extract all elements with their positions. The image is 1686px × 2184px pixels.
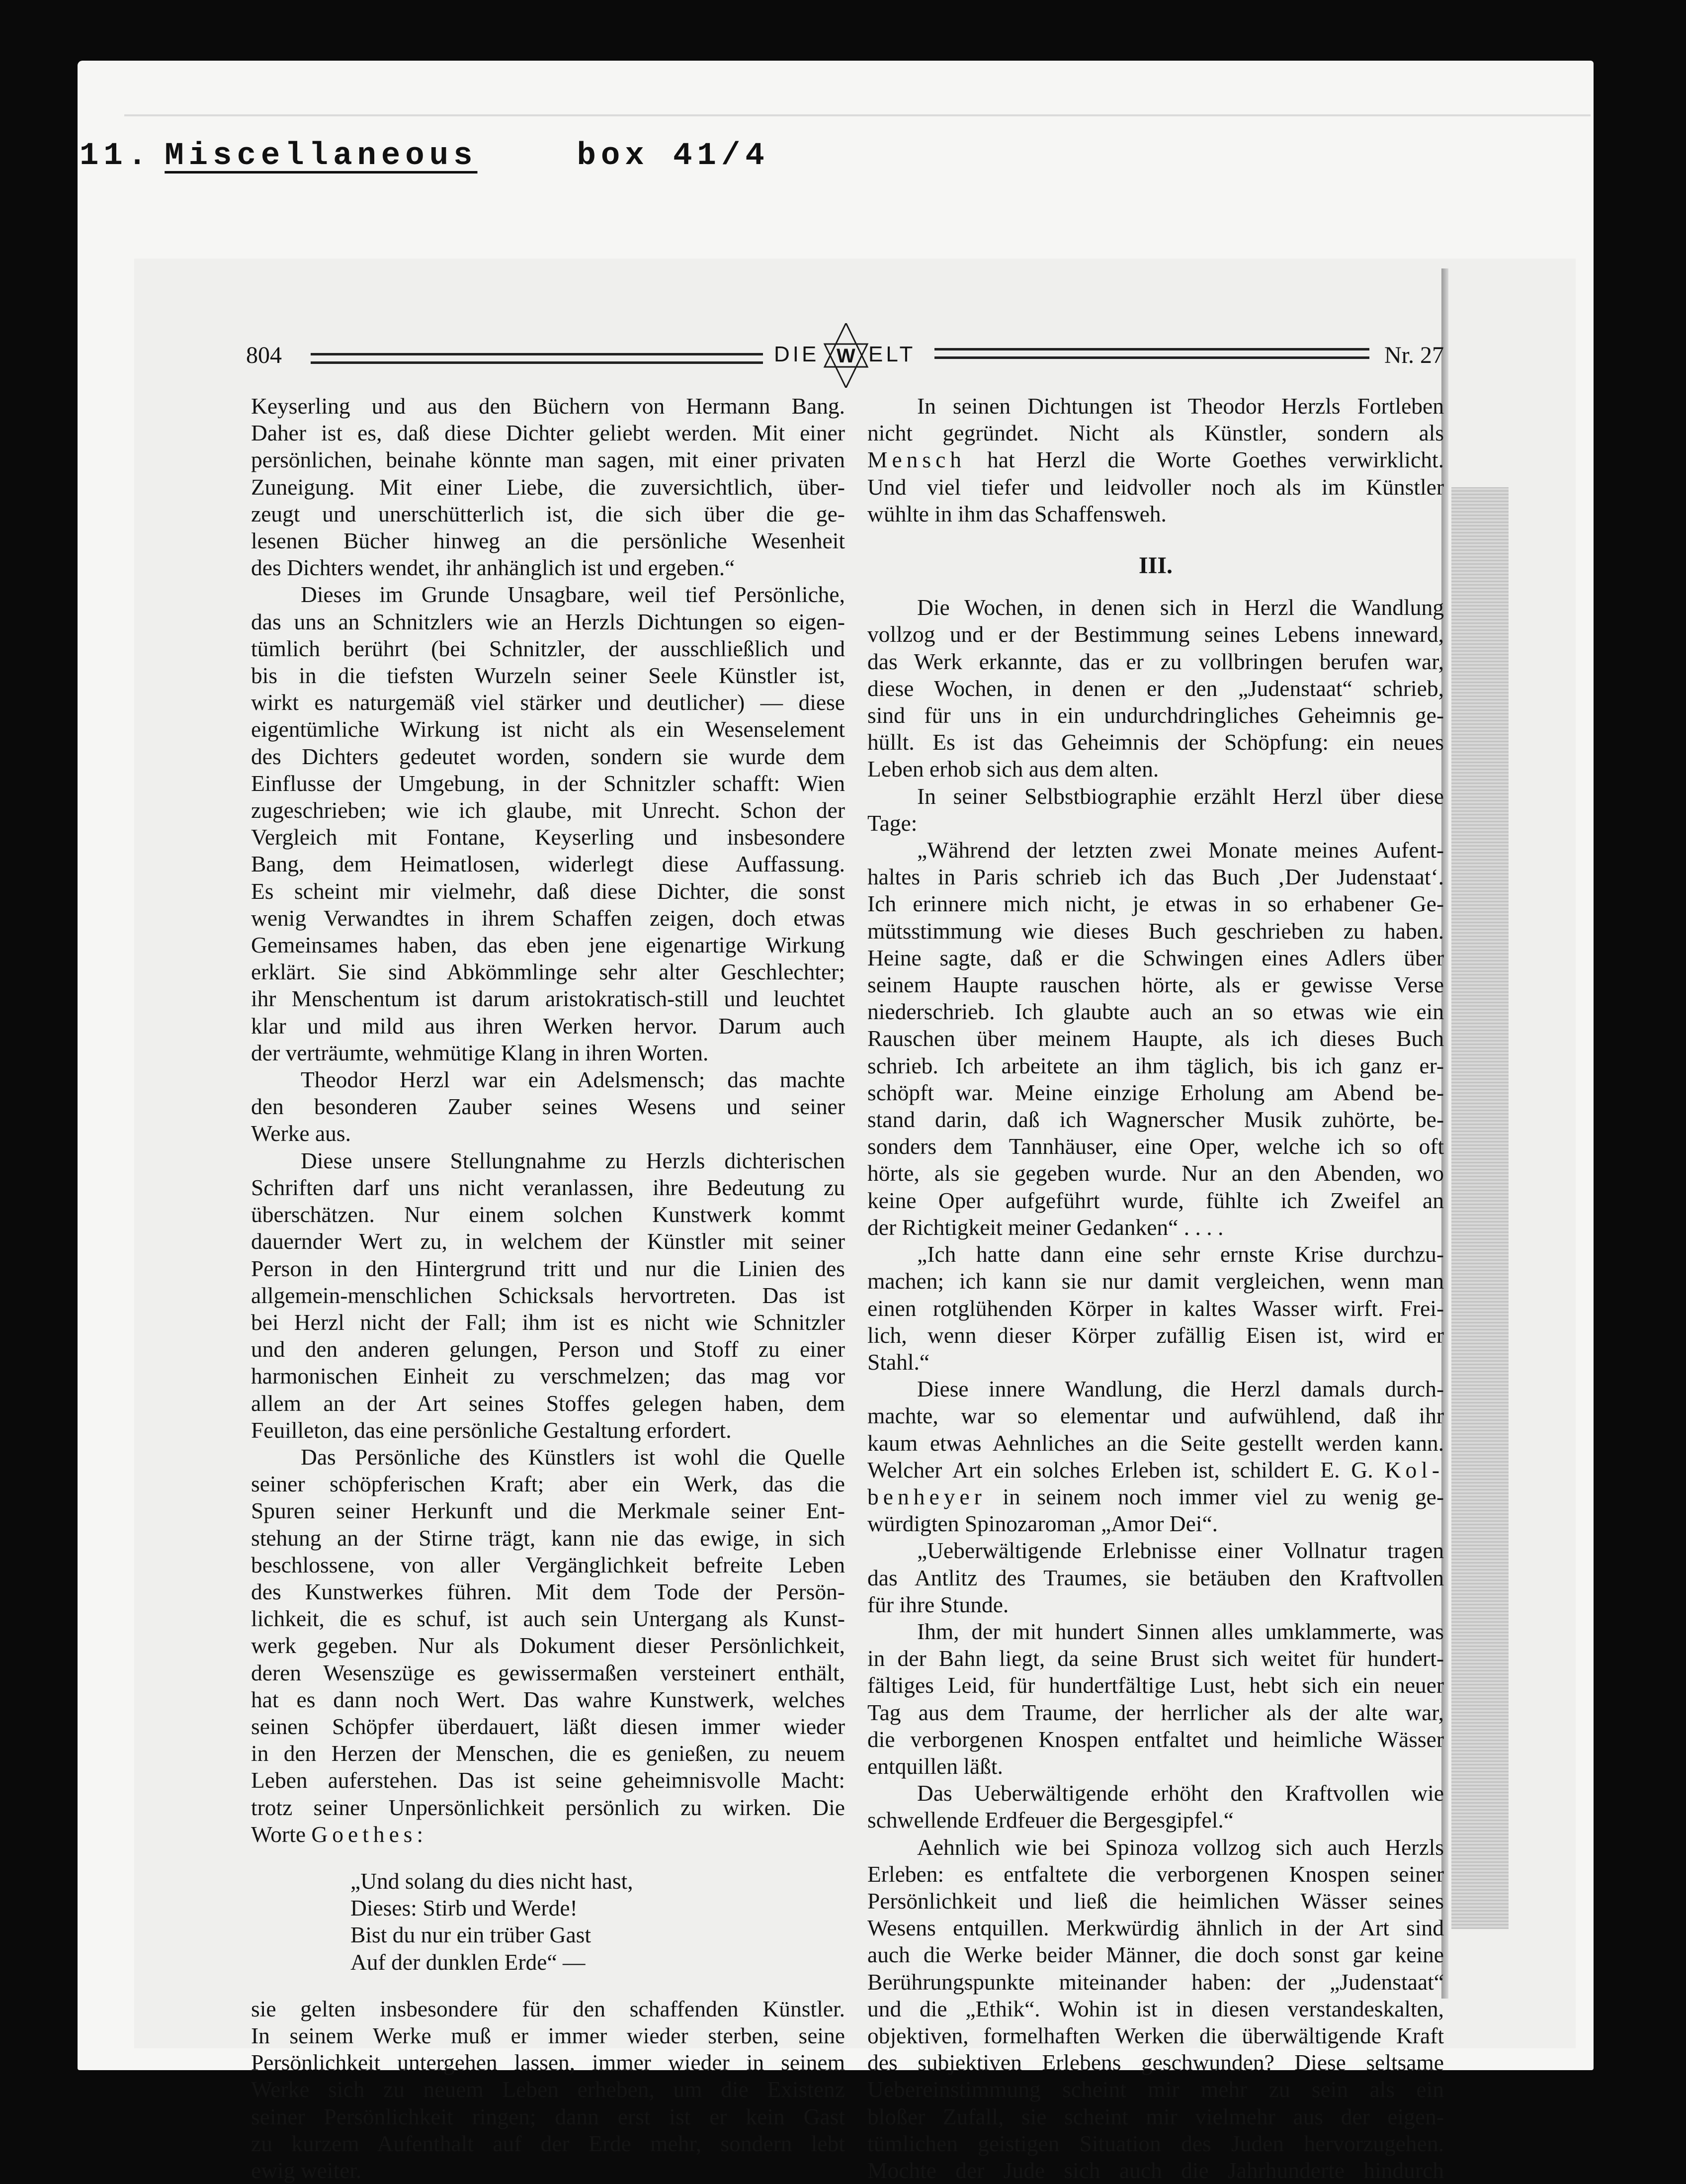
text: Welcher Art ein solches Erleben ist, schildert E. G.: [867, 1457, 1385, 1483]
text-line: seinem Haupte rauschen hörte, als er gewisse Verse: [867, 972, 1444, 998]
text-line: Daher ist es, daß diese Dichter geliebt werden. Mit einer: [251, 420, 845, 446]
text-line: sie gelten insbesondere für den schaffenden Künstler.: [251, 1996, 845, 2021]
paragraph: [251, 1996, 845, 2184]
paragraph: [867, 393, 1444, 446]
text-line: Diese unsere Stellungnahme zu Herzls dichterischen: [301, 1147, 845, 1173]
paragraph-continued: [867, 446, 1444, 473]
verse-line: Dieses: Stirb und Werde!: [350, 1895, 578, 1921]
newspaper-title: [774, 323, 928, 388]
text-line: zugeschrieben; wie ich glaube, mit Unrecht. Schon der: [251, 797, 845, 823]
text-line: wenig Verwandtes in ihrem Schaffen zeigen, doch etwas: [251, 905, 845, 931]
text-line: schwellende Erdfeuer die Bergesgipfel.“: [867, 1807, 1234, 1833]
text-line: Die Wochen, in denen sich in Herzl die Wandlung: [917, 595, 1444, 620]
text-line: stand darin, daß ich Wagnerscher Musik zuhörte, be-: [867, 1107, 1444, 1133]
text-line: allgemein-menschlichen Schicksals hervortreten. Das ist: [251, 1282, 845, 1308]
text-line: Aehnlich wie bei Spinoza vollzog sich auch Herzls: [917, 1834, 1444, 1860]
text-line: [867, 446, 1444, 473]
masthead-double-rule-left: [311, 353, 763, 364]
text-line: seiner Persönlichkeit ringen; dann erst ist er kein Gast: [251, 2103, 845, 2129]
text-line: des subjektiven Erlebens geschwunden? Diese seltsame: [867, 2050, 1444, 2076]
text-line: Das Persönliche des Künstlers ist wohl die Quelle: [301, 1444, 845, 1470]
text-line: Werke sich zu neuem Leben erheben, um die Existenz: [251, 2077, 845, 2102]
text-line: erklärt. Sie sind Abkömmlinge sehr alter Geschlechter;: [251, 959, 845, 985]
text-line: lichkeit, die es schuf, ist auch sein Untergang als Kunst-: [251, 1606, 845, 1632]
text-line: „Während der letzten zwei Monate meines Aufent-: [917, 837, 1444, 863]
text-line: trotz seiner Unpersönlichkeit persönlich zu wirken. Die: [251, 1794, 845, 1820]
text-line: diese Wochen, in denen er den „Judenstaat“ schrieb,: [867, 675, 1444, 701]
text-line: das Antlitz des Traumes, sie betäuben den Kraftvollen: [867, 1565, 1444, 1590]
text-line: Leben auferstehen. Das ist seine geheimnisvolle Macht:: [251, 1767, 845, 1793]
text-line: und die „Ethik“. Wohin ist in diesen verstandeskalten,: [867, 1996, 1444, 2021]
text-line: Rauschen über meinem Haupte, als ich dieses Buch: [867, 1026, 1444, 1051]
verse-line: Auf der dunklen Erde“ —: [350, 1949, 586, 1975]
text-line: lesenen Bücher hinweg an die persönliche Wesenheit: [251, 528, 845, 554]
text-line: bei Herzl nicht der Fall; ihm ist es nicht wie Schnitzler: [251, 1309, 845, 1335]
text-line: [251, 1821, 845, 1848]
text-line: überschätzen. Nur einem solchen Kunstwerk kommt: [251, 1202, 845, 1227]
masthead-double-rule-right: [934, 348, 1369, 359]
text-line: persönlichen, beinahe könnte man sagen, mit einer privaten: [251, 447, 845, 473]
text-line: dauernder Wert zu, in welchem der Künstler mit seiner: [251, 1228, 845, 1254]
text-line: sind für uns in ein undurchdringliches Geheimnis ge-: [867, 702, 1444, 728]
text-line: „Ueberwältigende Erlebnisse einer Vollnatur tragen: [917, 1538, 1444, 1564]
text-line: Zuneigung. Mit einer Liebe, die zuversichtlich, über-: [251, 474, 845, 500]
paragraph: [867, 1376, 1444, 1457]
quote-paragraph: [867, 837, 1444, 1241]
text-line: entquillen läßt.: [867, 1753, 1003, 1779]
text-line: seinen Schöpfer überdauert, läßt diesen immer wieder: [251, 1713, 845, 1739]
text-line: beschlossene, von aller Vergänglichkeit befreite Leben: [251, 1552, 845, 1577]
text-line: machen; ich kann sie nur damit vergleichen, wenn man: [867, 1268, 1444, 1294]
text-line: tümlichen geistigen Situation des Juden hervorzugehen.: [867, 2130, 1444, 2156]
text-line: objektiven, formelhaften Werken die überwältigende Kraft: [867, 2022, 1444, 2048]
text-line: Erleben: es entfaltete die verborgenen Knospen seiner: [867, 1861, 1444, 1887]
text-line: den besonderen Zauber seines Wesens und seiner: [251, 1094, 845, 1120]
text-line: machte, war so elementar und aufwühlend, daß ihr: [867, 1403, 1444, 1429]
text: in seinem noch immer viel zu wenig ge-: [986, 1484, 1444, 1509]
text-line: schrieb. Ich arbeitete an ihm täglich, bis ich ganz er-: [867, 1052, 1444, 1078]
text-line: Bang, dem Heimatlosen, widerlegt diese Auffassung.: [251, 851, 845, 877]
paragraph-tail: [251, 1821, 845, 1848]
author-name: benheyer: [867, 1484, 986, 1509]
paragraph-continued: [867, 1457, 1444, 1538]
faint-divider: [124, 114, 1591, 116]
text-line: kaum etwas Aehnliches an die Seite gestellt werden kann.: [867, 1430, 1444, 1456]
text-line: wühlte in ihm das Schaffensweh.: [867, 501, 1167, 526]
text-line: mütsstimmung wie dieses Buch geschrieben zu haben.: [867, 918, 1444, 944]
goethe-verse: [350, 1868, 845, 1976]
text-line: Ich erinnere mich nicht, je etwas in so erhabener Ge-: [867, 891, 1444, 917]
page-number: 804: [246, 342, 282, 368]
text-line: Leben erhob sich aus dem alten.: [867, 756, 1159, 782]
paragraph: [867, 1618, 1444, 1780]
text-line: Einflusse der Umgebung, in der Schnitzler schafft: Wien: [251, 770, 845, 796]
text-line: würdigten Spinozaroman „Amor Dei“.: [867, 1511, 1218, 1537]
paragraph: [251, 581, 845, 1066]
paragraph: [867, 1834, 1444, 2184]
text-line: Persönlichkeit und ließ die heimlichen Wässer seines: [867, 1888, 1444, 1914]
right-column: [867, 393, 1444, 2184]
text-line: und den anderen gelungen, Person und Stoff zu einer: [251, 1336, 845, 1362]
text-line: des Dichters gedeutet worden, sondern sie wurde dem: [251, 743, 845, 769]
text-line: Person in den Hintergrund tritt und nur die Linien des: [251, 1255, 845, 1281]
text-line: vollzog und er der Bestimmung seines Lebens inneward,: [867, 621, 1444, 647]
text-line: Wesens entquillen. Merkwürdig ähnlich in der Art sind: [867, 1915, 1444, 1941]
archive-box: box 41/4: [577, 138, 769, 174]
paragraph: [251, 1066, 845, 1147]
text-line: Tage:: [867, 810, 918, 836]
archive-label: [80, 138, 769, 183]
paragraph: [251, 1444, 845, 1821]
text-line: In seiner Selbstbiographie erzählt Herzl über diese: [917, 783, 1444, 809]
text-line: schöpft war. Meine einzige Erholung am Abend be-: [867, 1079, 1444, 1105]
text-line: Mochte der Jude sich auch die Jahrhunderte hindurch: [867, 2158, 1444, 2183]
spaced-word: Mensch: [867, 447, 966, 473]
spaced-name: Goethes: [311, 1821, 417, 1847]
text-line: der verträumte, wehmütige Klang in ihren Worten.: [251, 1040, 709, 1065]
text-line: stehung an der Stirne trägt, kann nie das ewige, in sich: [251, 1525, 845, 1551]
text-line: Spuren seiner Herkunft und die Merkmale seiner Ent-: [251, 1498, 845, 1524]
quote-paragraph: [867, 1537, 1444, 1618]
text-line: klar und mild aus ihren Werken hervor. Darum auch: [251, 1013, 845, 1039]
text-line: für ihre Stunde.: [867, 1591, 1009, 1617]
text-line: Ihm, der mit hundert Sinnen alles umklammerte, was: [917, 1618, 1444, 1644]
text-line: deren Wesenszüge es gewissermaßen versteinert enthält,: [251, 1660, 845, 1685]
masthead: [246, 338, 1444, 373]
text-line: Feuilleton, das eine persönliche Gestaltung erfordert.: [251, 1417, 732, 1443]
text-line: werk gegeben. Nur als Dokument dieser Persönlichkeit,: [251, 1633, 845, 1659]
text-line: ewig weiter.: [251, 2158, 362, 2183]
text-line: seiner schöpferischen Kraft; aber ein Werk, das die: [251, 1471, 845, 1497]
title-die: DIE: [774, 342, 820, 366]
text-line: Dieses im Grunde Unsagbare, weil tief Persönliche,: [301, 582, 845, 608]
text-line: der Richtigkeit meiner Gedanken“ . . . .: [867, 1214, 1224, 1240]
text-line: Werke aus.: [251, 1121, 351, 1146]
paragraph-continued: [867, 474, 1444, 527]
archive-category: Miscellaneous: [165, 138, 478, 174]
text-line: bis in die tiefsten Wurzeln seiner Seele Künstler ist,: [251, 663, 845, 689]
text-line: die verborgenen Knospen entfaltet und heimliche Wässer: [867, 1726, 1444, 1752]
title-elt: ELT: [868, 342, 916, 366]
paragraph: [251, 1147, 845, 1444]
text-line: Uebereinstimmung scheint mir mehr zu sein als ein: [867, 2077, 1444, 2102]
text: hat Herzl die Worte Goethes verwirklicht.: [966, 447, 1444, 473]
text-line: des Dichters wendet, ihr anhänglich ist und ergeben.“: [251, 555, 735, 581]
text-line: zu kurzem Aufenthalt auf der Erde mehr, sondern lebt: [251, 2130, 845, 2156]
paragraph: [251, 393, 845, 581]
text-line: fältiges Leid, für hundertfältige Lust, hebt sich ein neuer: [867, 1672, 1444, 1698]
text-line: Theodor Herzl war ein Adelsmensch; das machte: [301, 1067, 845, 1093]
text-line: niederschrieb. Ich glaubte auch an so etwas wie ein: [867, 999, 1444, 1025]
verse-line: Bist du nur ein trüber Gast: [350, 1922, 591, 1948]
text-line: In seinen Dichtungen ist Theodor Herzls Fortleben: [917, 393, 1444, 419]
text-line: das uns an Schnitzlers wie an Herzls Dichtungen so eigen-: [251, 609, 845, 634]
text-line: Diese innere Wandlung, die Herzl damals durch-: [917, 1376, 1444, 1402]
text-line: auch die Werke beider Männer, die doch sonst gar keine: [867, 1942, 1444, 1968]
text-line: harmonischen Einheit zu verschmelzen; das mag vor: [251, 1363, 845, 1389]
text-line: In seinem Werke muß er immer wieder sterben, seine: [251, 2022, 845, 2048]
text-line: Es scheint mir vielmehr, daß diese Dichter, die sonst: [251, 878, 845, 904]
text: :: [417, 1821, 423, 1847]
verse-line: „Und solang du dies nicht hast,: [350, 1868, 633, 1894]
text-line: [867, 1457, 1444, 1484]
left-column: [251, 393, 845, 2184]
text-line: nicht gegründet. Nicht als Künstler, sondern als: [867, 420, 1444, 446]
text-line: [867, 1484, 1444, 1510]
text-line: Heine sagte, daß er die Schwingen eines Adlers über: [867, 945, 1444, 970]
issue-number: Nr. 27: [1384, 342, 1444, 368]
text-line: allem an der Art seines Stoffes gelegen haben, dem: [251, 1390, 845, 1416]
text-line: Berührungspunkte miteinander haben: der „Judenstaat“: [867, 1969, 1444, 1995]
title-w: W: [837, 345, 855, 367]
text-line: Tag aus dem Traume, der herrlicher als der alte war,: [867, 1699, 1444, 1725]
text-line: Und viel tiefer und leidvoller noch als im Künstler: [867, 474, 1444, 500]
text-line: Stahl.“: [867, 1349, 930, 1375]
text-line: hörte, als sie gegeben wurde. Nur an den Abenden, wo: [867, 1160, 1444, 1186]
archive-number: 11.: [80, 138, 152, 174]
text-line: Vergleich mit Fontane, Keyserling und insbesondere: [251, 824, 845, 850]
text-line: in der Bahn liegt, da seine Brust sich weitet für hundert-: [867, 1646, 1444, 1671]
quote-paragraph: [867, 1241, 1444, 1376]
text-line: bloßer Zufall, sie scheint mir vielmehr aus der eigen-: [867, 2103, 1444, 2129]
text-line: „Ich hatte dann eine sehr ernste Krise durchzu-: [917, 1241, 1444, 1267]
text-line: lich, wenn dieser Körper zufällig Eisen ist, wird er: [867, 1322, 1444, 1348]
text-line: in den Herzen der Menschen, die es genießen, zu neuem: [251, 1741, 845, 1766]
text-line: das Werk erkannte, das er zu vollbringen berufen war,: [867, 648, 1444, 674]
text-line: Gemeinsames haben, das eben jene eigenartige Wirkung: [251, 932, 845, 958]
text-line: Persönlichkeit untergehen lassen, immer wieder in seinem: [251, 2050, 845, 2076]
text-line: Das Ueberwältigende erhöht den Kraftvollen wie: [917, 1780, 1444, 1806]
text-line: sonders dem Tannhäuser, eine Oper, welche ich so oft: [867, 1134, 1444, 1159]
author-name: Kol-: [1384, 1457, 1444, 1483]
text-line: tümlich berührt (bei Schnitzler, der ausschließlich und: [251, 635, 845, 661]
text-line: hüllt. Es ist das Geheimnis der Schöpfung: ein neues: [867, 729, 1444, 755]
text-line: des Kunstwerkes führen. Mit dem Tode der Persön-: [251, 1578, 845, 1604]
paragraph: [867, 594, 1444, 783]
section-number: III.: [1138, 552, 1173, 579]
paragraph: [867, 783, 1444, 837]
paragraph: [867, 1780, 1444, 1834]
text: Worte: [251, 1821, 312, 1847]
text-line: haltes in Paris schrieb ich das Buch ‚Der Judenstaat‘.: [867, 864, 1444, 890]
text-line: eigentümliche Wirkung ist nicht als ein Wesenselement: [251, 716, 845, 742]
clipping-shadow: [1451, 487, 1509, 1929]
text-line: ihr Menschentum ist darum aristokratisch-still und leuchtet: [251, 986, 845, 1012]
text-line: einen rotglühenden Körper in kaltes Wasser wirft. Frei-: [867, 1295, 1444, 1321]
text-line: hat es dann noch Wert. Das wahre Kunstwerk, welches: [251, 1686, 845, 1712]
text-line: zeugt und unerschütterlich ist, die sich über die ge-: [251, 501, 845, 526]
text-line: Keyserling und aus den Büchern von Hermann Bang.: [251, 393, 845, 419]
text-line: Schriften darf uns nicht veranlassen, ihre Bedeutung zu: [251, 1174, 845, 1200]
text-line: keine Oper aufgeführt wurde, fühlte ich Zweifel an: [867, 1187, 1444, 1213]
text-line: wirkt es naturgemäß viel stärker und deutlicher) — diese: [251, 690, 845, 715]
